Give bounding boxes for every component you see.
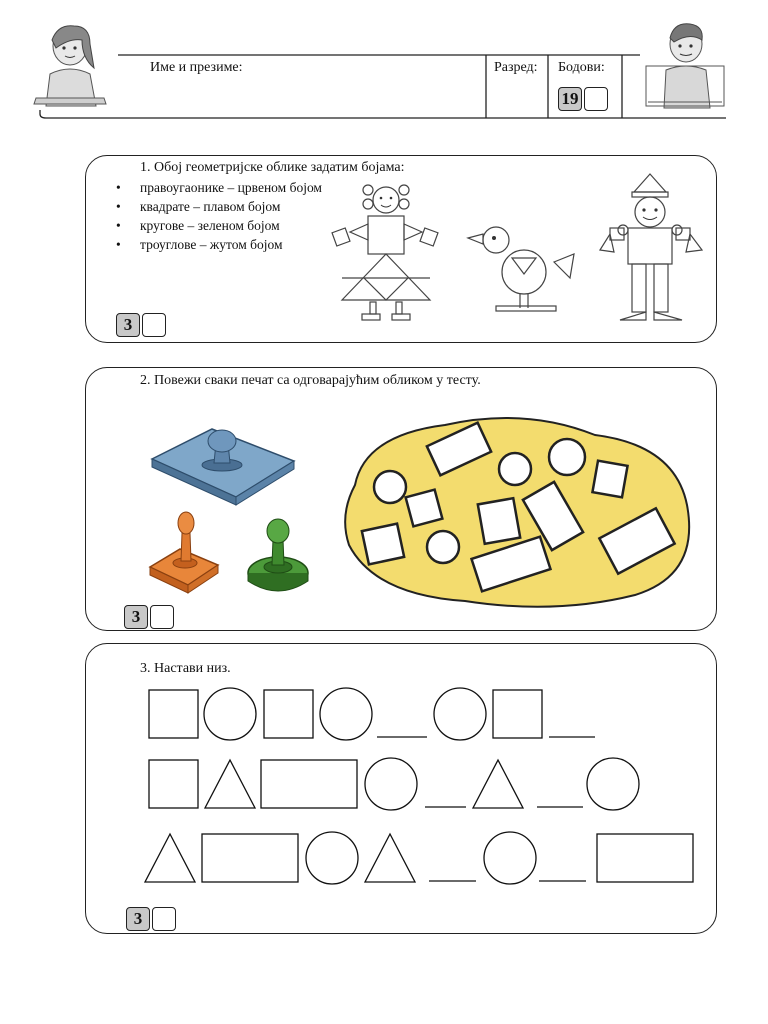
- dough-hole-circle: [427, 531, 459, 563]
- triangle-shape: [145, 834, 195, 882]
- shape-sequences: [0, 680, 768, 940]
- task-2-points-input[interactable]: [150, 605, 174, 629]
- stamps-illustration[interactable]: [140, 415, 320, 615]
- name-label: Име и презиме:: [150, 60, 243, 75]
- task-1-max-points: 3: [116, 313, 140, 337]
- task-1-score: [116, 313, 166, 337]
- task-3-max-points: 3: [126, 907, 150, 931]
- square-stamp: [150, 512, 218, 593]
- list-item: • правоугаонике – црвеном бојом: [116, 178, 322, 197]
- square-shape: [264, 690, 313, 738]
- task-3-points-input[interactable]: [152, 907, 176, 931]
- task-2-title: 2. Повежи сваки печат са одговарајућим обликом у тесту.: [140, 373, 481, 388]
- points-label: Бодови:: [558, 60, 605, 75]
- rectangle-shape: [261, 760, 357, 808]
- sequence-row-1: [149, 688, 595, 740]
- square-shape: [149, 690, 198, 738]
- triangle-shape: [473, 760, 523, 808]
- circle-shape: [204, 688, 256, 740]
- dough-hole-circle: [549, 439, 585, 475]
- circle-shape: [484, 832, 536, 884]
- circle-shape: [320, 688, 372, 740]
- circle-shape: [587, 758, 639, 810]
- grade-label: Разред:: [494, 60, 538, 75]
- task-1-list: [116, 178, 322, 254]
- square-shape: [493, 690, 542, 738]
- dough-hole-square: [592, 461, 627, 498]
- task-2-max-points: 3: [124, 605, 148, 629]
- task-3-score: [126, 907, 176, 931]
- circle-stamp: [248, 519, 308, 591]
- dough-hole-square: [406, 490, 443, 527]
- shape-bird-figure[interactable]: [462, 218, 582, 318]
- list-item: • квадрате – плавом бојом: [116, 197, 322, 216]
- list-item: • троуглове – жутом бојом: [116, 235, 322, 254]
- dough-with-holes[interactable]: [335, 405, 705, 615]
- circle-shape: [434, 688, 486, 740]
- task-2-score: [124, 605, 174, 629]
- list-item: • кругове – зеленом бојом: [116, 216, 322, 235]
- task-1-points-input[interactable]: [142, 313, 166, 337]
- square-shape: [149, 760, 198, 808]
- rectangle-shape: [597, 834, 693, 882]
- sequence-row-2: [149, 758, 639, 810]
- rectangle-shape: [202, 834, 298, 882]
- shape-robot-figure[interactable]: [598, 172, 713, 324]
- circle-shape: [306, 832, 358, 884]
- triangle-shape: [205, 760, 255, 808]
- task-1-title: 1. Обој геометријске облике задатим бојама:: [140, 160, 405, 175]
- dough-hole-square: [478, 498, 520, 544]
- dough-hole-circle: [374, 471, 406, 503]
- total-points-max: 19: [558, 87, 582, 111]
- header-frame: [0, 0, 768, 130]
- total-points-input[interactable]: [584, 87, 608, 111]
- dough-hole-circle: [499, 453, 531, 485]
- total-points-score: [558, 87, 608, 111]
- dough-hole-square: [362, 524, 404, 565]
- rectangle-stamp: [152, 429, 294, 505]
- sequence-row-3: [145, 832, 693, 884]
- shape-girl-figure[interactable]: [330, 180, 450, 330]
- circle-shape: [365, 758, 417, 810]
- task-3-title: 3. Настави низ.: [140, 661, 231, 676]
- triangle-shape: [365, 834, 415, 882]
